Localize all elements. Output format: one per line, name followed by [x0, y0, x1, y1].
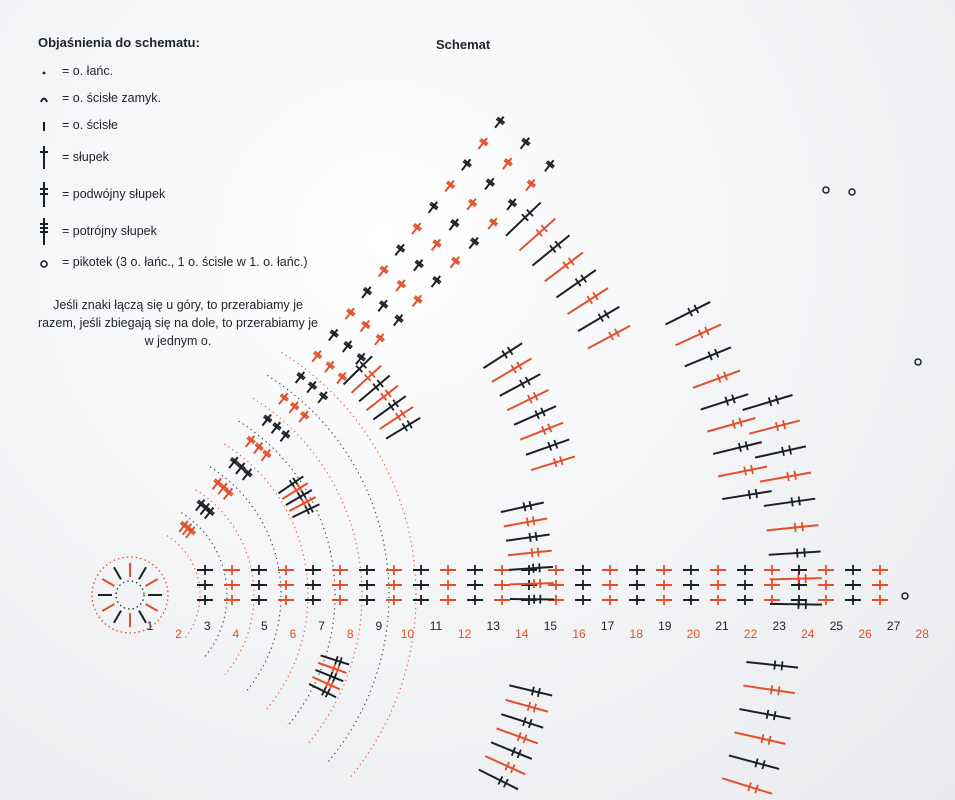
fan-stitch-bar — [795, 523, 796, 532]
fan-stitch-bar — [739, 418, 741, 427]
legend-item-label: = potrójny słupek — [62, 224, 157, 239]
fan-stitch-bar — [794, 471, 796, 480]
fan-stitch-bar — [748, 782, 751, 791]
fan-stitch — [713, 442, 762, 454]
fan-stitch — [526, 439, 569, 454]
diagram-title: Schemat — [436, 37, 491, 52]
legend-item-label: = pikotek (3 o. łańc., 1 o. ścisłe w 1. o. łańc.) — [62, 254, 308, 269]
fan-stitch — [578, 307, 619, 331]
fan-stitch — [743, 686, 794, 694]
fan-stitch-bar — [769, 397, 772, 406]
legend-title: Objaśnienia do schematu: — [38, 35, 200, 50]
fan-stitch-bar — [293, 478, 298, 485]
fan-stitch-bar — [771, 685, 772, 694]
legend-item-label: = o. ścisłe — [62, 118, 118, 133]
fan-stitch — [722, 491, 771, 499]
fan-stitch — [735, 732, 786, 744]
fan-stitch-bar — [536, 532, 537, 541]
center-stitch — [102, 579, 114, 586]
fan-stitch — [743, 395, 793, 410]
fan-stitch — [767, 525, 819, 530]
picot-icon — [849, 189, 855, 195]
fan-stitch — [739, 709, 790, 719]
fan-stitch — [676, 324, 721, 345]
center-stitch — [139, 611, 146, 623]
fan-stitch — [760, 472, 811, 481]
row-number: 15 — [543, 619, 558, 633]
fan-stitch — [520, 423, 563, 440]
chain-arc — [167, 536, 200, 640]
fan-stitch — [479, 770, 518, 790]
fan-stitch-bar — [529, 501, 531, 510]
fan-stitch — [483, 343, 522, 368]
fan-stitch — [506, 535, 550, 541]
fan-stitch — [507, 390, 548, 410]
fan-stitch-bar — [797, 549, 798, 558]
fan-stitch — [282, 483, 307, 499]
row-number: 12 — [457, 627, 472, 641]
fan-stitch — [749, 421, 799, 434]
row-number: 10 — [400, 627, 415, 641]
center-stitch — [102, 604, 114, 611]
fan-stitch — [746, 662, 798, 668]
row-number: 27 — [886, 619, 901, 633]
row-number: 7 — [318, 619, 325, 633]
fan-stitch — [532, 235, 569, 265]
fan-stitch-bar — [538, 548, 539, 557]
row-number: 24 — [801, 627, 815, 641]
fan-stitch-bar — [527, 518, 529, 527]
fan-stitch — [770, 604, 822, 605]
row-number: 14 — [515, 627, 529, 641]
chain-arc — [282, 352, 416, 778]
legend-item-label: = podwójny słupek — [62, 187, 166, 202]
fan-stitch-bar — [799, 496, 800, 505]
fan-stitch-bar — [776, 422, 778, 431]
center-stitch — [114, 567, 121, 579]
row-number: 11 — [429, 619, 443, 633]
chain-arc — [224, 444, 308, 709]
fan-stitch-bar — [529, 533, 530, 542]
fan-stitch-bar — [744, 467, 746, 476]
fan-stitch — [501, 503, 544, 513]
fan-stitch — [701, 394, 749, 409]
fan-stitch — [755, 446, 806, 457]
fan-stitch — [506, 700, 548, 712]
fan-stitch-bar — [787, 472, 789, 481]
picot-icon — [902, 593, 908, 599]
fan-stitch-bar — [767, 710, 769, 719]
fan-stitch — [491, 742, 532, 759]
center-stitch — [114, 611, 121, 623]
row-number: 5 — [261, 619, 268, 633]
fan-stitch-bar — [733, 420, 735, 429]
fan-stitch — [531, 456, 575, 470]
row-number: 6 — [289, 627, 297, 641]
fan-stitch-bar — [774, 711, 776, 720]
legend-note: Jeśli znaki łączą się u góry, to przerabiamy je razem, jeśli zbiegają się na dole, to przerabiamy je w jednym o. — [38, 297, 318, 348]
legend-item-label: = słupek — [62, 150, 109, 165]
fan-stitch-bar — [791, 497, 792, 506]
fan-stitch — [545, 252, 583, 281]
fan-stitch-bar — [749, 490, 750, 499]
row-number: 25 — [829, 619, 844, 633]
picot-icon — [915, 359, 921, 365]
fan-stitch-bar — [774, 661, 775, 670]
picot-icon — [823, 187, 829, 193]
fan-stitch-bar — [783, 420, 785, 429]
row-number: 23 — [772, 619, 786, 633]
legend-item-label: = o. ścisłe zamyk. — [62, 91, 161, 106]
fan-stitch — [693, 371, 740, 388]
fan-stitch — [510, 583, 554, 584]
fan-stitch-bar — [804, 548, 805, 557]
fan-stitch-bar — [802, 522, 803, 531]
legend-item-label: = o. łańc. — [62, 64, 114, 79]
fan-stitch-bar — [769, 736, 771, 745]
fan-stitch — [504, 518, 547, 526]
fan-stitch — [506, 203, 541, 236]
row-number: 13 — [486, 619, 500, 633]
fan-stitch — [718, 467, 767, 477]
fan-stitch — [707, 418, 755, 432]
fan-stitch — [496, 728, 537, 743]
fan-stitch-bar — [739, 443, 741, 452]
row-number: 9 — [375, 619, 383, 633]
fan-stitch-bar — [538, 688, 540, 697]
row-number: 20 — [686, 627, 701, 641]
fan-stitch-bar — [539, 563, 540, 572]
center-stitch — [146, 604, 158, 611]
fan-stitch-bar — [581, 275, 586, 282]
fan-stitch-bar — [746, 441, 748, 450]
row-number: 1 — [146, 619, 154, 633]
fan-stitch-bar — [761, 734, 763, 743]
row-number: 4 — [232, 627, 240, 641]
fan-stitch-bar — [751, 465, 753, 474]
fan-stitch — [722, 778, 772, 793]
fan-stitch-bar — [576, 279, 581, 286]
fan-stitch — [514, 406, 556, 425]
fan-stitch-bar — [533, 564, 534, 573]
fan-stitch — [508, 551, 552, 556]
fan-stitch-bar — [755, 759, 757, 768]
fan-stitch — [485, 756, 525, 774]
row-number: 22 — [743, 627, 758, 641]
center-stitch — [146, 579, 158, 586]
fan-stitch-bar — [533, 516, 535, 525]
fan-stitch-bar — [755, 785, 758, 794]
fan-stitch-bar — [782, 447, 784, 456]
fan-stitch — [769, 552, 821, 555]
fan-stitch-bar — [782, 661, 783, 670]
row-number: 19 — [658, 619, 672, 633]
fan-stitch-bar — [762, 760, 764, 769]
fan-stitch-bar — [534, 704, 536, 713]
row-number: 2 — [175, 627, 182, 641]
fan-stitch-bar — [756, 489, 757, 498]
chain-arc — [210, 467, 281, 692]
row-number: 21 — [715, 619, 729, 633]
fan-stitch-bar — [778, 686, 779, 695]
fan-stitch — [509, 685, 552, 695]
fan-stitch-bar — [523, 502, 525, 511]
fan-stitch — [764, 499, 815, 506]
row-number: 16 — [572, 627, 586, 641]
fan-stitch-bar — [554, 458, 557, 467]
row-number: 17 — [600, 619, 615, 633]
fan-stitch-bar — [560, 456, 563, 465]
fan-stitch-bar — [532, 548, 533, 557]
row-number: 3 — [203, 619, 211, 633]
center-ring — [116, 581, 144, 609]
fan-stitch — [568, 288, 608, 314]
fan-stitch — [556, 270, 595, 297]
fan-stitch-bar — [776, 395, 779, 404]
row-number: 28 — [915, 627, 929, 641]
fan-stitch — [279, 476, 304, 493]
fan-stitch — [666, 302, 711, 325]
row-number: 18 — [629, 627, 643, 641]
fan-stitch — [770, 578, 822, 579]
fan-stitch — [685, 347, 731, 366]
fan-stitch-bar — [532, 687, 534, 696]
center-stitch — [139, 567, 146, 579]
fan-stitch — [729, 755, 779, 768]
fan-stitch — [366, 386, 398, 411]
fan-stitch — [588, 326, 630, 349]
row-number: 26 — [858, 627, 872, 641]
fan-stitch-bar — [528, 702, 530, 711]
row-number: 8 — [346, 627, 354, 641]
fan-stitch-bar — [789, 445, 791, 454]
